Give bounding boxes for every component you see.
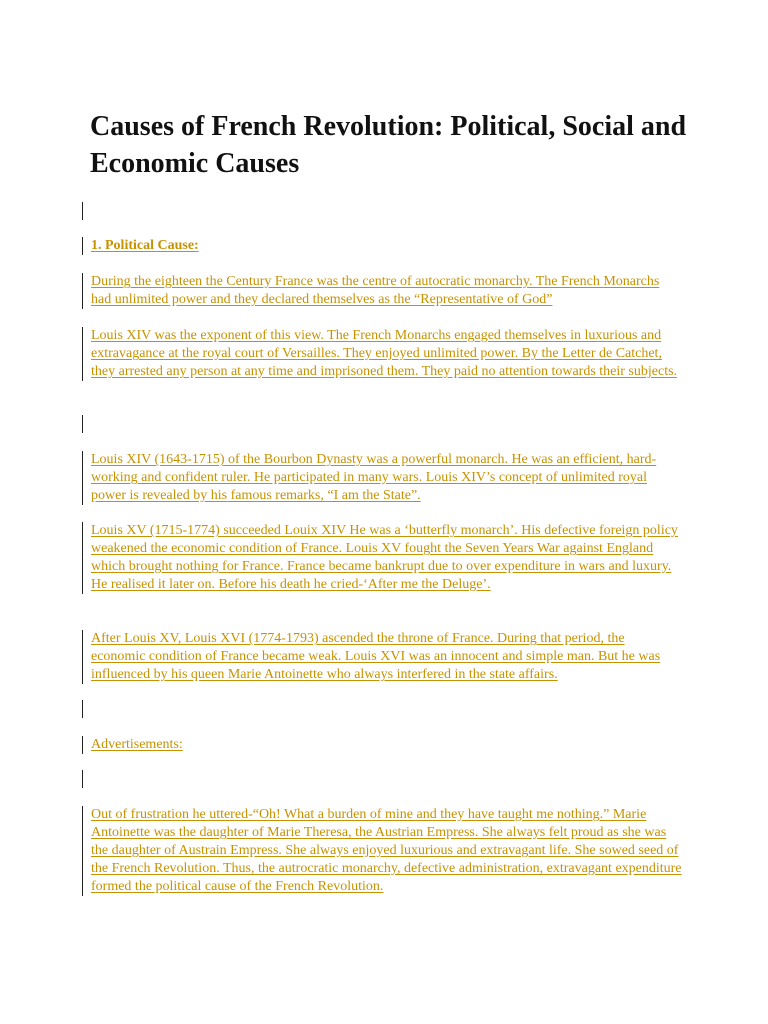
empty-block-4: [82, 770, 682, 788]
paragraph-block-2: [82, 327, 682, 381]
advertisements-block: [82, 736, 682, 754]
paragraph-block-6: [82, 806, 682, 896]
empty-line: [91, 700, 682, 718]
section-heading-political-cause[interactable]: 1. Political Cause:: [91, 238, 199, 253]
paragraph-marie-antoinette[interactable]: Out of frustration he uttered-“Oh! What a burden of mine and they have taught me nothing.” Marie Antoinette was the daughter of Marie Theresa, the Austrian Empress. She always felt proud as she was the daughter of Austrain Empress. She always enjoyed luxurious and extravagant life. She sowed seed of the French Revolution. Thus, the autrocratic monarchy, defective administration, extravagant expenditure formed the political cause of the French Revolution.: [91, 807, 682, 894]
paragraph-block-1: [82, 273, 682, 309]
empty-line: [91, 770, 682, 788]
paragraph-autocratic-monarchy[interactable]: During the eighteen the Century France was the centre of autocratic monarchy. The French Monarchs had unlimited power and they declared themselves as the “Representative of God”: [91, 274, 660, 307]
empty-block-1: [82, 202, 682, 220]
empty-block-2: [82, 415, 682, 433]
paragraph-block-4: [82, 522, 682, 594]
paragraph-block-3: [82, 451, 682, 505]
advertisements-label[interactable]: Advertisements:: [91, 737, 183, 752]
section-heading-block: [82, 237, 682, 255]
empty-line: [91, 202, 682, 220]
paragraph-louis-xiv-bourbon[interactable]: Louis XIV (1643-1715) of the Bourbon Dynasty was a powerful monarch. He was an efficient, hard-working and confident ruler. He participated in many wars. Louis XIV’s concept of unlimited royal power is revealed by his famous remarks, “I am the State”.: [91, 452, 657, 503]
page-title: Causes of French Revolution: Political, Social and Economic Causes: [90, 111, 687, 179]
paragraph-louis-xv[interactable]: Louis XV (1715-1774) succeeded Louix XIV He was a ‘butterfly monarch’. His defective foreign policy weakened the economic condition of France. Louis XV fought the Seven Years War against England which brought nothing for France. France became bankrupt due to over expenditure in wars and luxury. He realised it later on. Before his death he cried-‘After me the Deluge’.: [91, 523, 678, 592]
paragraph-louis-xvi[interactable]: After Louis XV, Louis XVI (1774-1793) ascended the throne of France. During that period, the economic condition of France became weak. Louis XVI was an innocent and simple man. But he was influenced by his queen Marie Antoinette who always interfered in the state affairs.: [91, 631, 661, 682]
empty-block-3: [82, 700, 682, 718]
paragraph-block-5: [82, 630, 682, 684]
paragraph-louis-xiv-exponent[interactable]: Louis XIV was the exponent of this view. The French Monarchs engaged themselves in luxurious and extravagance at the royal court of Versailles. They enjoyed unlimited power. By the Letter de Catchet, they arrested any person at any time and imprisoned them. They paid no attention towards their subjects.: [91, 328, 678, 379]
empty-line: [91, 415, 682, 433]
